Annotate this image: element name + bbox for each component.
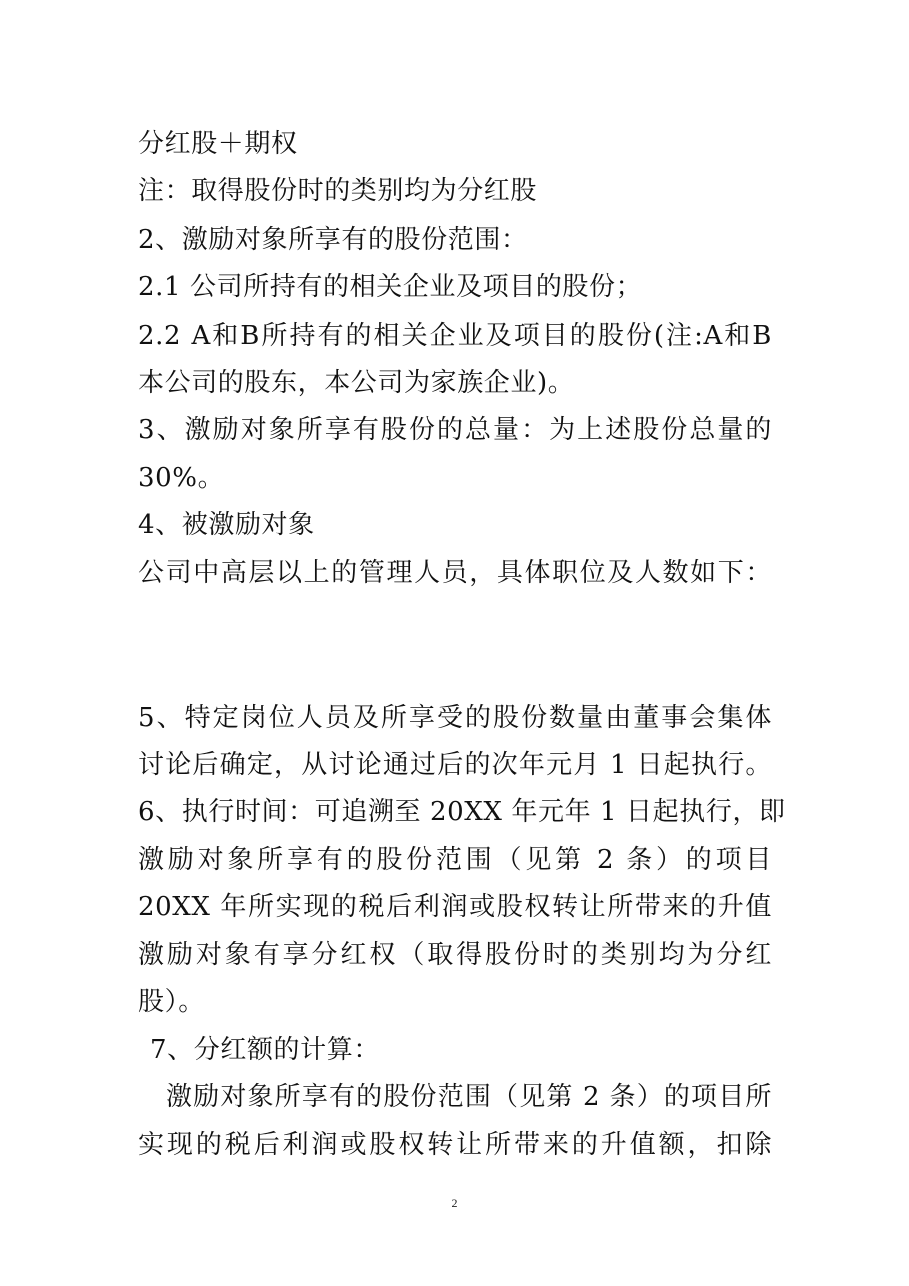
text-line-19: 激励对象所享有的股份范围（见第 2 条）的项目所 — [166, 1082, 772, 1112]
text-line-10: 公司中高层以上的管理人员，具体职位及人数如下： — [138, 558, 772, 588]
text-line-15: 20XX 年所实现的税后利润或股权转让所带来的升值 — [138, 892, 772, 922]
page-number: 2 — [451, 1196, 458, 1210]
text-line-8: 30%。 — [138, 463, 225, 493]
text-line-12: 讨论后确定，从讨论通过后的次年元月 1 日起执行。 — [138, 750, 772, 780]
text-line-2: 注：取得股份时的类别均为分红股 — [138, 176, 538, 206]
text-line-6: 本公司的股东，本公司为家族企业)。 — [138, 368, 575, 398]
text-line-5: 2.2 A和B所持有的相关企业及项目的股份(注:A和B — [138, 321, 772, 351]
text-line-14: 激励对象所享有的股份范围（见第 2 条）的项目 — [138, 845, 772, 875]
text-line-3: 2、激励对象所享有的股份范围： — [138, 225, 528, 255]
text-line-9: 4、被激励对象 — [138, 510, 315, 540]
text-line-16: 激励对象有享分红权（取得股份时的类别均为分红 — [138, 940, 772, 970]
text-line-11: 5、特定岗位人员及所享受的股份数量由董事会集体 — [138, 703, 772, 733]
text-line-13: 6、执行时间：可追溯至 20XX 年元年 1 日起执行，即 — [138, 797, 786, 827]
text-line-7: 3、激励对象所享有股份的总量：为上述股份总量的 — [138, 415, 772, 445]
text-line-18: 7、分红额的计算： — [150, 1035, 380, 1065]
text-line-20: 实现的税后利润或股权转让所带来的升值额，扣除 — [138, 1130, 772, 1160]
text-line-17: 股）。 — [138, 987, 205, 1017]
text-line-4: 2.1 公司所持有的相关企业及项目的股份； — [138, 272, 643, 302]
text-line-1: 分红股＋期权 — [138, 129, 298, 159]
